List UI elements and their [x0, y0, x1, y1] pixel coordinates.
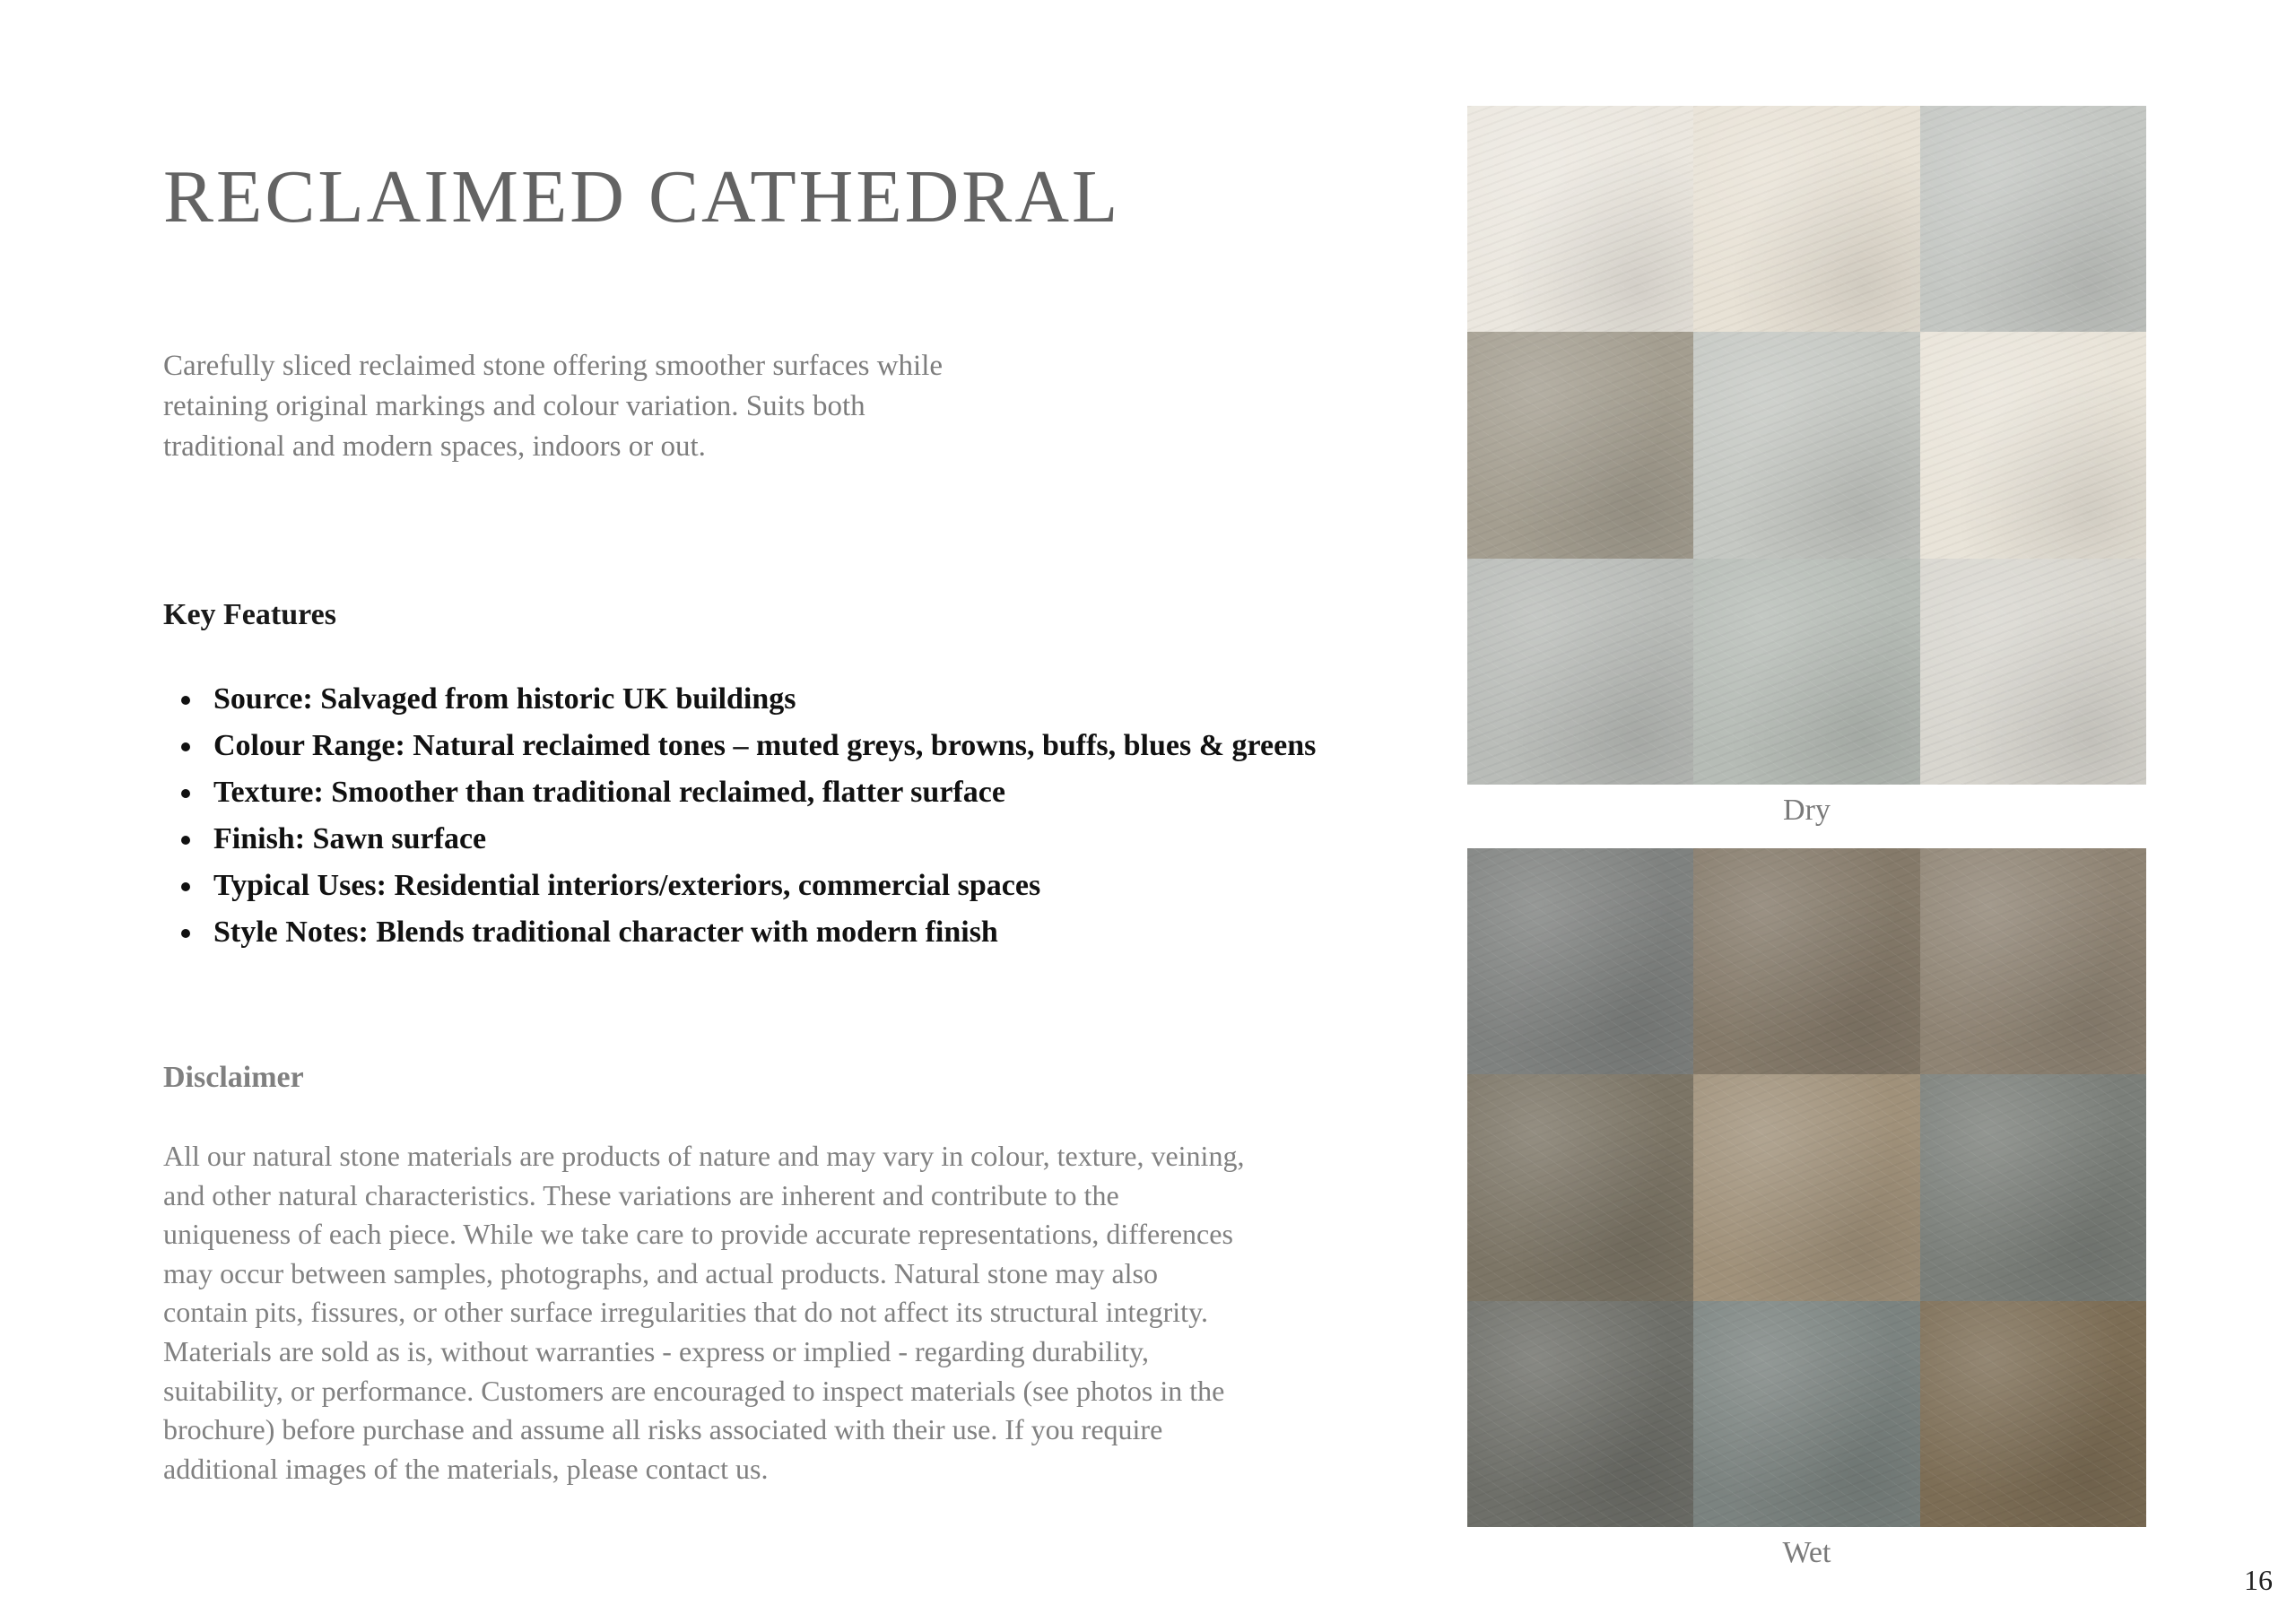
feature-item-typical-uses: [213, 863, 1451, 909]
stone-tile: [1920, 848, 2146, 1074]
stone-tile: [1467, 1301, 1693, 1527]
feature-text: Typical Uses: Residential interiors/exteriors, commercial spaces: [213, 869, 1041, 902]
stone-tile: [1693, 1301, 1919, 1527]
key-features-list: [163, 676, 1451, 956]
stone-tile: [1920, 1074, 2146, 1300]
stone-tile: [1920, 106, 2146, 332]
feature-item-finish: [213, 816, 1451, 863]
page-title: RECLAIMED CATHEDRAL: [163, 155, 1121, 239]
wet-sample-image: [1467, 848, 2146, 1527]
dry-caption: Dry: [1783, 794, 1831, 827]
feature-item-source: [213, 676, 1451, 723]
disclaimer-paragraph: All our natural stone materials are products of nature and may vary in colour, texture, veining, and other natural characteristics. These variations are inherent and contribute to the uniqueness of each piece. While we take care to provide accurate representations, differences may occur between samples, photographs, and actual products. Natural stone may also contain pits, fissures, or other surface irregularities that do not affect its structural integrity. Materials are sold as is, without warranties - express or implied - regarding durability, suitability, or performance. Customers are encouraged to inspect materials (see photos in the brochure) before purchase and assume all risks associated with their use. If you require additional images of the materials, please contact us.: [163, 1140, 1245, 1485]
bullet-icon: [181, 696, 190, 705]
stone-tile: [1693, 332, 1919, 558]
bullet-icon: [181, 882, 190, 891]
wet-caption: Wet: [1782, 1536, 1831, 1569]
stone-tile: [1693, 106, 1919, 332]
bullet-icon: [181, 742, 190, 751]
dry-sample-image: [1467, 106, 2146, 785]
stone-tile: [1467, 848, 1693, 1074]
stone-tile: [1920, 1301, 2146, 1527]
feature-item-style-notes: [213, 909, 1451, 956]
stone-tile: [1693, 1074, 1919, 1300]
stone-tile: [1693, 559, 1919, 785]
bullet-icon: [181, 789, 190, 798]
feature-text: Style Notes: Blends traditional character with modern finish: [213, 916, 998, 949]
stone-tile: [1467, 106, 1693, 332]
stone-tile: [1920, 559, 2146, 785]
bullet-icon: [181, 836, 190, 845]
feature-text: Finish: Sawn surface: [213, 822, 487, 855]
stone-tile: [1920, 332, 2146, 558]
page-number: 16: [2244, 1564, 2273, 1596]
disclaimer-heading: Disclaimer: [163, 1061, 304, 1094]
stone-tile: [1467, 559, 1693, 785]
feature-text: Colour Range: Natural reclaimed tones – muted greys, browns, buffs, blues & greens: [213, 729, 1317, 762]
stone-tile: [1467, 332, 1693, 558]
feature-text: Source: Salvaged from historic UK buildings: [213, 682, 796, 716]
feature-text: Texture: Smoother than traditional reclaimed, flatter surface: [213, 776, 1005, 809]
feature-item-texture: [213, 769, 1451, 816]
stone-tile: [1467, 1074, 1693, 1300]
bullet-icon: [181, 929, 190, 938]
stone-tile: [1693, 848, 1919, 1074]
intro-paragraph: Carefully sliced reclaimed stone offering smoother surfaces while retaining original markings and colour variation. Suits both traditional and modern spaces, indoors or out.: [163, 350, 944, 463]
key-features-heading: Key Features: [163, 598, 336, 631]
feature-item-colour-range: [213, 723, 1451, 769]
